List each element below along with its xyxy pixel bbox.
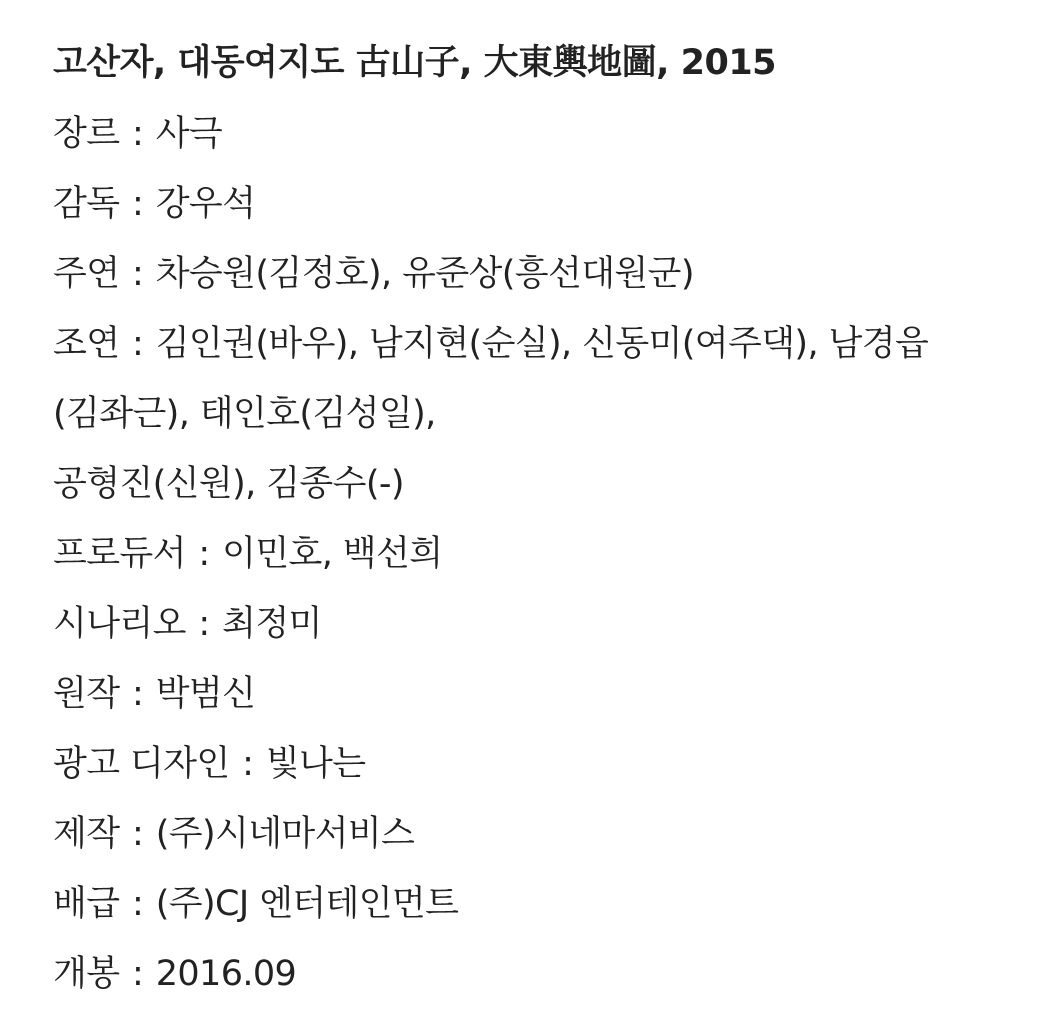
info-value: 최정미 [222,604,322,644]
info-label: 제작 [53,814,120,854]
info-value: 박범신 [155,674,256,714]
info-label: 주연 [53,254,120,294]
movie-info-document [53,27,1033,1009]
info-label: 개봉 [53,954,120,994]
info-label: 광고 디자인 [53,744,230,784]
info-label: 시나리오 [53,604,186,644]
info-label: 감독 [53,184,120,224]
info-line-ad-design: 광고 디자인 : 빛나는 [53,744,366,784]
info-line-original-work: 원작 : 박범신 [53,674,256,714]
info-label: 배급 [53,884,120,924]
info-value: 이민호, 백선희 [222,534,443,574]
info-line-production: 제작 : (주)시네마서비스 [53,814,415,854]
info-line-distribution: 배급 : (주)CJ 엔터테인먼트 [53,884,459,924]
info-line-supporting-cast-cont-1: (김좌근), 태인호(김성일), [53,394,436,434]
info-value: 차승원(김정호), 유준상(흥선대원군) [155,254,694,294]
info-label: 프로듀서 [53,534,186,574]
info-value: 2016.09 [155,954,297,994]
info-line-producer: 프로듀서 : 이민호, 백선희 [53,534,443,574]
info-label: 장르 [53,114,120,154]
info-value: 사극 [155,114,223,154]
info-line-screenplay: 시나리오 : 최정미 [53,604,322,644]
info-value: (주)CJ 엔터테인먼트 [155,884,459,924]
info-line-director: 감독 : 강우석 [53,184,256,224]
info-label: 조연 [53,324,120,364]
info-value: 빛나는 [265,744,366,784]
info-line-release: 개봉 : 2016.09 [53,954,297,994]
info-line-lead-cast: 주연 : 차승원(김정호), 유준상(흥선대원군) [53,254,694,294]
info-value: 김인권(바우), 남지현(순실), 신동미(여주댁), 남경읍 [155,324,929,364]
info-line-supporting-cast-cont-2: 공형진(신원), 김종수(-) [53,464,404,504]
info-line-genre: 장르 : 사극 [53,114,223,154]
info-label: 원작 [53,674,120,714]
info-line-supporting-cast: 조연 : 김인권(바우), 남지현(순실), 신동미(여주댁), 남경읍 [53,324,929,364]
info-value: 강우석 [155,184,256,224]
movie-title: 고산자, 대동여지도 古山子, 大東輿地圖, 2015 [53,43,777,83]
info-value: (주)시네마서비스 [155,814,415,854]
